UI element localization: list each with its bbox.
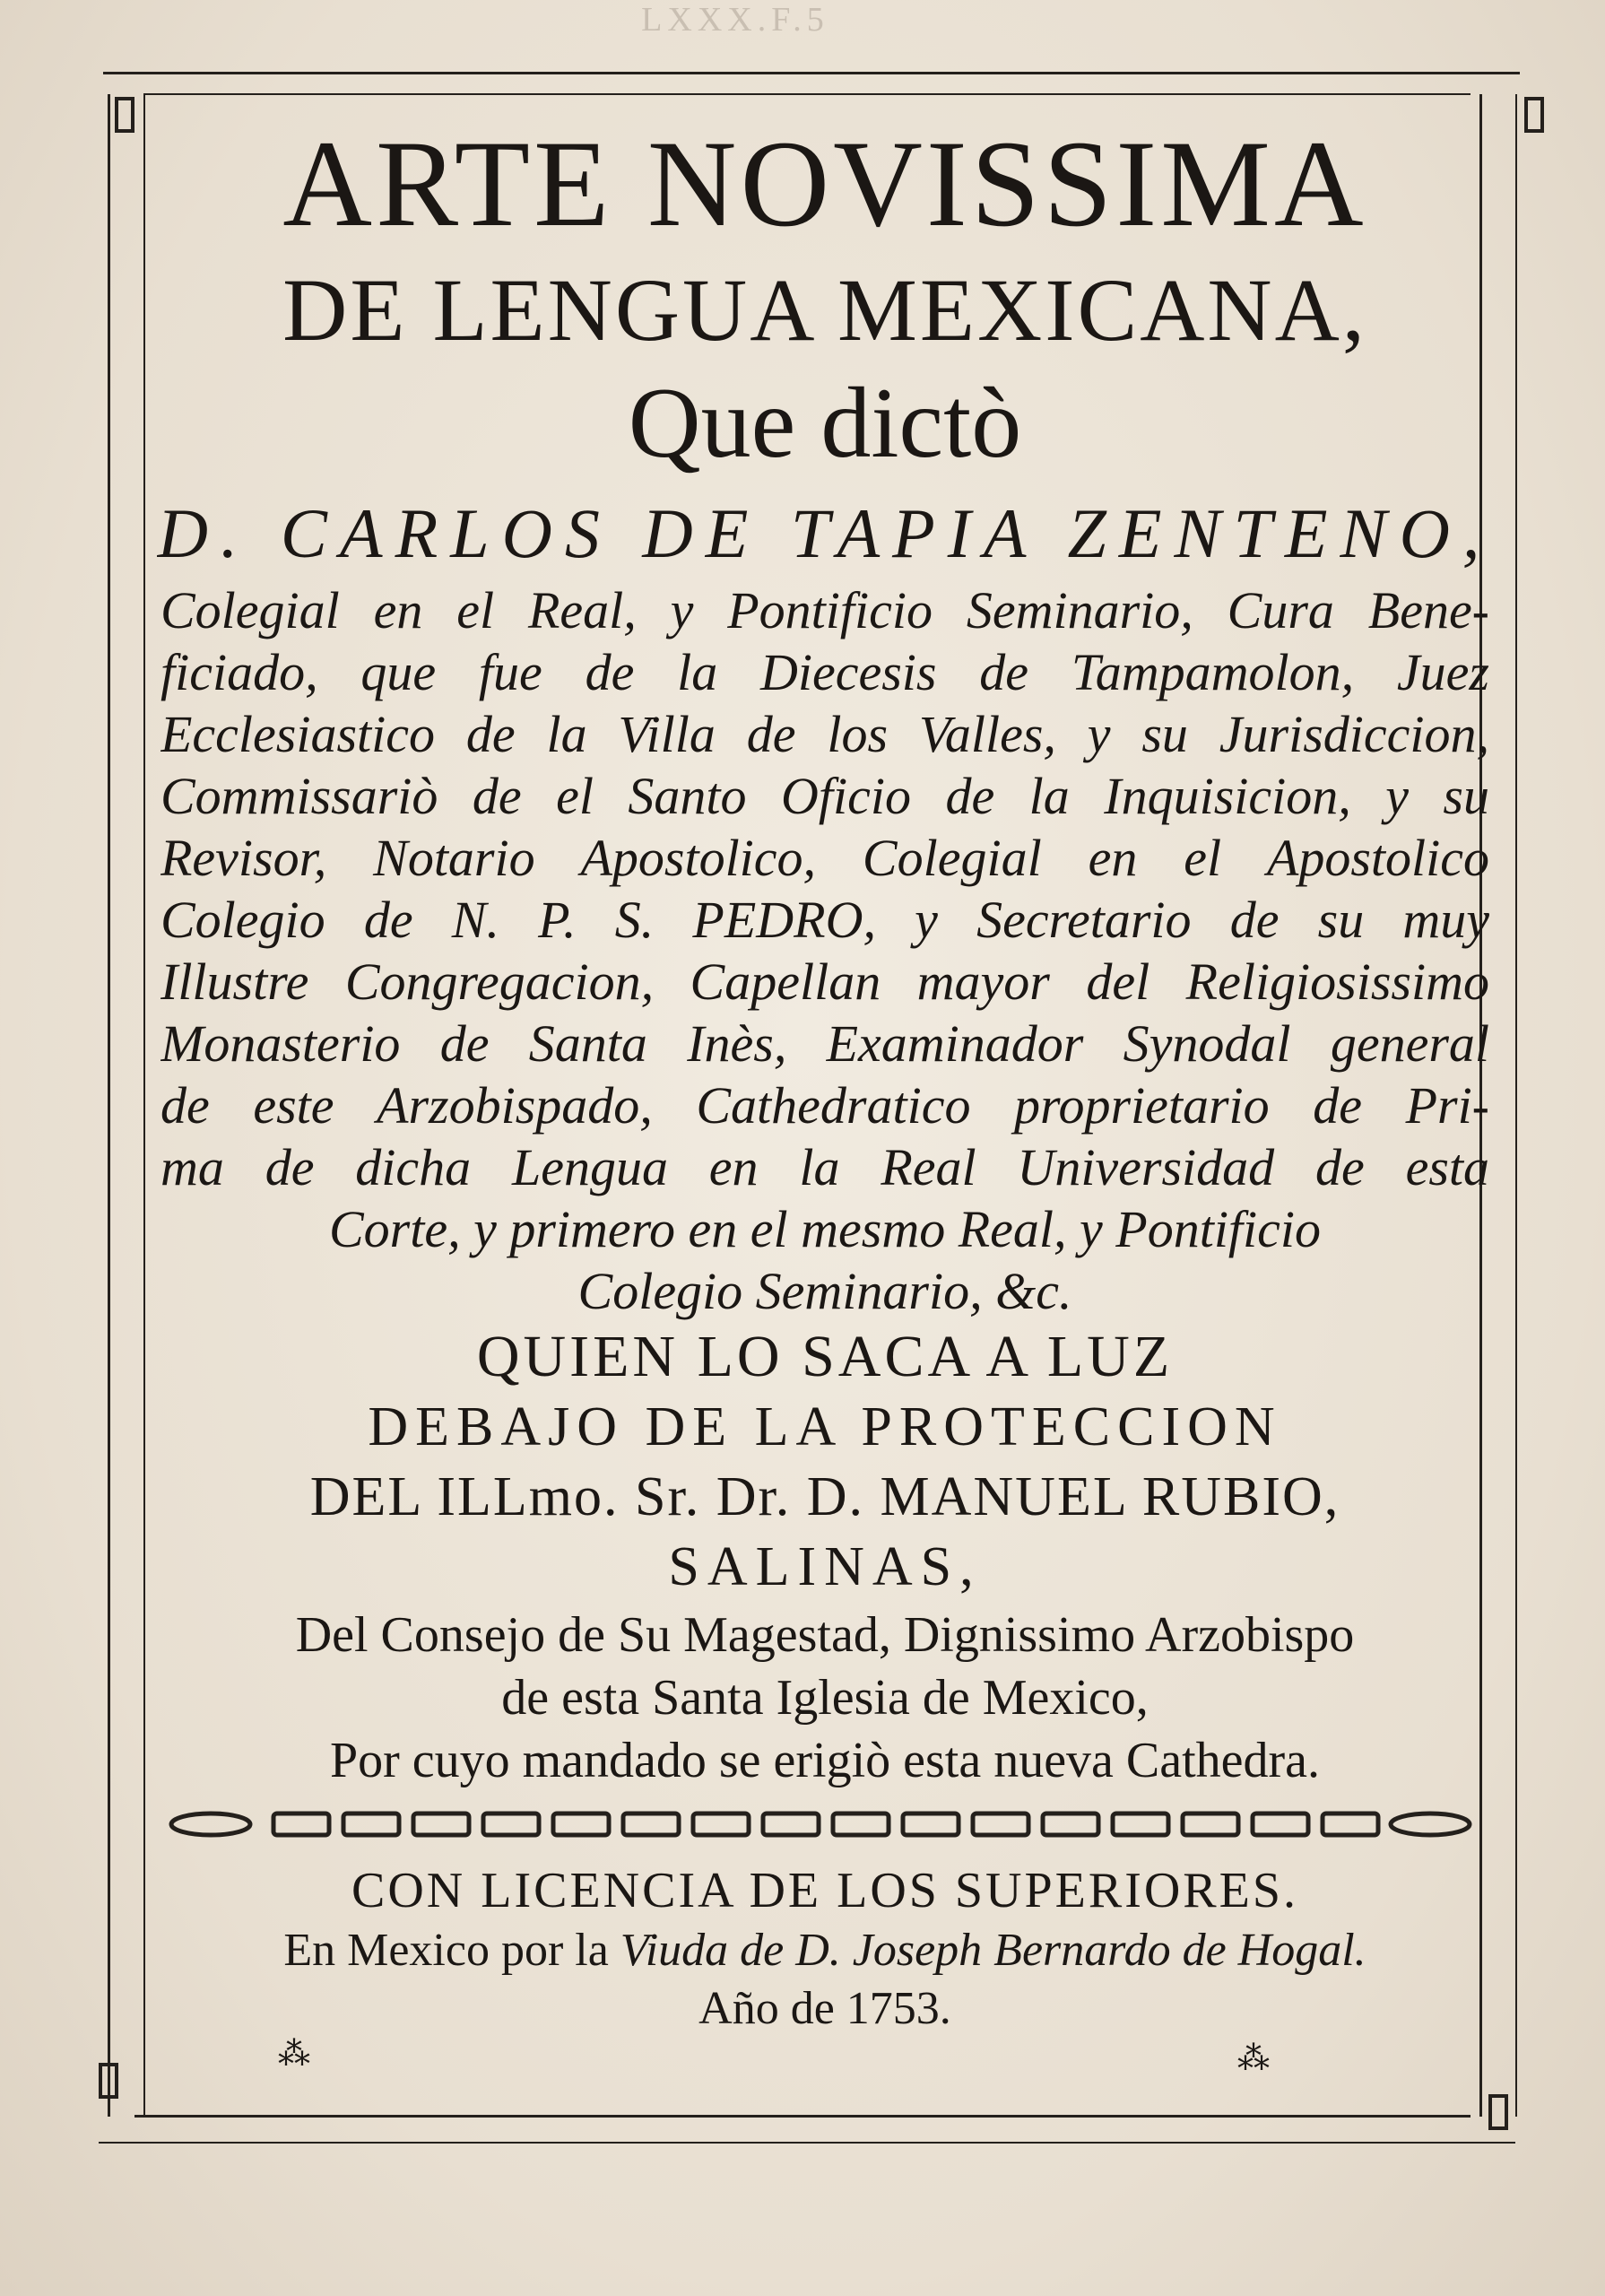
frame-left-rule — [108, 94, 110, 2117]
description-line: Colegio Seminario, &c. — [577, 1262, 1072, 1320]
frame-corner-bottom-right — [1488, 2094, 1508, 2130]
frame-left-rule-inner — [143, 94, 145, 2117]
description-line: ma de dicha Lengua en la Real Universidad de esta — [160, 1138, 1489, 1196]
description-line: Ecclesiastico de la Villa de los Valles, y su Jurisdiccion, — [160, 705, 1489, 763]
ornament-stars-left: ⁂ — [278, 2036, 314, 2072]
frame-bottom-rule-inner — [99, 2142, 1515, 2144]
dedication-line-7: Por cuyo mandado se erigiò esta nueva Cathedra. — [329, 1733, 1321, 1788]
description-line: Monasterio de Santa Inès, Examinador Synodal general — [160, 1014, 1489, 1073]
frame-top-rule — [103, 72, 1520, 74]
dedication-line-5: Del Consejo de Su Magestad, Dignissimo Arzobispo — [295, 1607, 1355, 1663]
publication-year: Año de 1753. — [698, 1983, 951, 2034]
description-line: ficiado, que fue de la Diecesis de Tampamolon, Juez — [160, 643, 1489, 701]
dedication-line-1: QUIEN LO SACA A LUZ — [476, 1324, 1174, 1389]
description-line: Colegio de N. P. S. PEDRO, y Secretario de su muy — [160, 891, 1489, 949]
description-line: Revisor, Notario Apostolico, Colegial en el Apostolico — [160, 829, 1489, 887]
frame-bottom-rule — [134, 2115, 1471, 2118]
dedication-line-2: DEBAJO DE LA PROTECCION — [368, 1396, 1282, 1457]
imprint-printer: Viuda de D. Joseph Bernardo de Hogal. — [620, 1925, 1366, 1976]
frame-corner-top-left — [115, 97, 134, 133]
description-line: de este Arzobispado, Cathedratico proprietario de Pri- — [160, 1076, 1489, 1135]
title-line-3: Que dictò — [628, 368, 1022, 479]
title-line-2: DE LENGUA MEXICANA, — [282, 260, 1367, 360]
frame-corner-top-right — [1524, 97, 1544, 133]
description-line: Corte, y primero en el mesmo Real, y Pontificio — [328, 1200, 1322, 1258]
frame-corner-bottom-left — [99, 2063, 118, 2099]
frame-top-rule-inner — [143, 93, 1471, 95]
imprint-line — [157, 1923, 1493, 1982]
description-line: Illustre Congregacion, Capellan mayor del Religiosissimo — [160, 952, 1489, 1011]
dedication-line-4: SALINAS, — [668, 1536, 982, 1597]
imprint-prefix: En Mexico por la — [283, 1925, 609, 1976]
title-page-text — [157, 117, 1493, 2072]
description-line: Colegial en el Real, y Pontificio Seminario, Cura Bene- — [160, 581, 1489, 639]
license-line: CON LICENCIA DE LOS SUPERIORES. — [351, 1863, 1298, 1918]
dedication-line-6: de esta Santa Iglesia de Mexico, — [501, 1670, 1149, 1726]
shelfmark-annotation: LXXX.F.5 — [641, 1, 829, 36]
ornament-stars-right: ⁂ — [1237, 2040, 1273, 2076]
frame-right-rule-inner — [1515, 94, 1517, 2117]
author-description — [157, 579, 1493, 1322]
author-name: D. CARLOS DE TAPIA ZENTENO, — [157, 494, 1493, 572]
title-line-1: ARTE NOVISSIMA — [282, 117, 1367, 252]
dedication-line-3: DEL ILLmo. Sr. Dr. D. MANUEL RUBIO, — [309, 1466, 1340, 1527]
typographic-ornament-border — [157, 1806, 1493, 1842]
description-line: Commissariò de el Santo Oficio de la Inquisicion, y su — [160, 767, 1489, 825]
